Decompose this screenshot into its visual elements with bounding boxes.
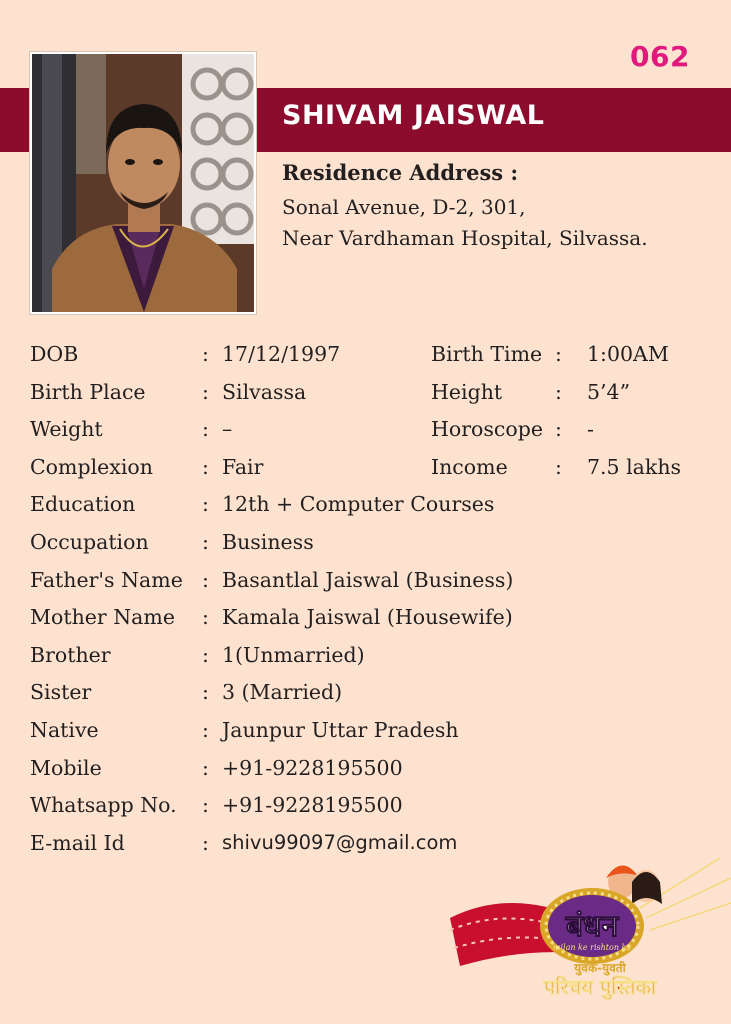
- detail-value: 3 (Married): [222, 680, 343, 705]
- detail-value: 1:00AM: [587, 342, 669, 366]
- detail-label: Mother Name: [30, 605, 175, 630]
- separator: :: [202, 605, 209, 630]
- detail-label: Native: [30, 717, 99, 742]
- detail-label: Whatsapp No.: [30, 793, 177, 818]
- detail-label: Height: [431, 379, 503, 404]
- separator: :: [202, 529, 209, 554]
- candidate-name: SHIVAM JAISWAL: [282, 100, 545, 131]
- separator: :: [202, 717, 209, 742]
- separator: :: [202, 342, 209, 366]
- address-line-2: Near Vardhaman Hospital, Silvassa.: [282, 226, 648, 250]
- detail-row-whatsapp: [30, 793, 700, 831]
- separator: :: [555, 379, 562, 404]
- card-number: 062: [630, 40, 690, 73]
- detail-value: –: [222, 417, 233, 442]
- logo-subtitle-top: युवक-युवती: [574, 961, 626, 975]
- separator: :: [202, 642, 209, 667]
- address-line-1: Sonal Avenue, D-2, 301,: [282, 195, 526, 219]
- email-link[interactable]: shivu99097@gmail.com: [222, 830, 458, 854]
- separator: :: [202, 680, 209, 705]
- logo-title: बंधन: [565, 909, 619, 944]
- separator: :: [202, 830, 209, 855]
- detail-row-sister: [30, 680, 700, 718]
- detail-row-complexion: [30, 455, 700, 493]
- detail-row-native: [30, 718, 700, 756]
- detail-label: Weight: [30, 417, 103, 442]
- detail-value: Fair: [222, 454, 264, 479]
- logo-subtitle-bottom: परिचय पुस्तिका: [543, 975, 657, 999]
- detail-value: Basantlal Jaiswal (Business): [222, 567, 514, 592]
- detail-value: 1(Unmarried): [222, 642, 365, 667]
- detail-label: E-mail Id: [30, 830, 125, 855]
- detail-value: Jaunpur Uttar Pradesh: [222, 717, 459, 742]
- detail-row-weight: [30, 417, 700, 455]
- detail-label: Occupation: [30, 529, 149, 554]
- separator: :: [202, 793, 209, 818]
- address-heading: Residence Address :: [282, 160, 519, 185]
- separator: :: [555, 417, 562, 442]
- detail-label: Father's Name: [30, 567, 183, 592]
- detail-value: 17/12/1997: [222, 342, 341, 366]
- details-table: [30, 342, 700, 868]
- detail-label: Birth Time: [431, 342, 543, 366]
- detail-label: Brother: [30, 642, 111, 667]
- detail-value: Business: [222, 529, 314, 554]
- detail-value: 7.5 lakhs: [587, 454, 682, 479]
- logo-tagline: milan ke rishton ka: [552, 943, 632, 952]
- separator: :: [555, 454, 562, 479]
- detail-value: +91-9228195500: [222, 793, 403, 818]
- detail-label: Complexion: [30, 454, 153, 479]
- detail-value: 5’4”: [587, 379, 631, 404]
- separator: :: [202, 454, 209, 479]
- detail-row-dob: [30, 342, 700, 380]
- detail-row-education: [30, 492, 700, 530]
- detail-row-mobile: [30, 756, 700, 794]
- detail-label: Horoscope: [431, 417, 543, 442]
- separator: :: [202, 755, 209, 780]
- detail-label: Birth Place: [30, 379, 146, 404]
- detail-value: Silvassa: [222, 379, 307, 404]
- detail-label: Income: [431, 454, 508, 479]
- detail-label: DOB: [30, 342, 79, 366]
- detail-row-father-name: [30, 568, 700, 606]
- detail-row-occupation: [30, 530, 700, 568]
- separator: :: [202, 492, 209, 517]
- separator: :: [202, 379, 209, 404]
- bandhan-logo: [450, 848, 731, 1024]
- separator: :: [202, 567, 209, 592]
- separator: :: [555, 342, 562, 366]
- detail-value: +91-9228195500: [222, 755, 403, 780]
- separator: :: [202, 417, 209, 442]
- detail-label: Education: [30, 492, 136, 517]
- detail-value: -: [587, 417, 594, 442]
- detail-row-birth-place: [30, 380, 700, 418]
- detail-label: Sister: [30, 680, 92, 705]
- profile-photo: [30, 52, 256, 314]
- detail-value: Kamala Jaiswal (Housewife): [222, 605, 513, 630]
- detail-value: 12th + Computer Courses: [222, 492, 495, 517]
- detail-row-brother: [30, 643, 700, 681]
- detail-row-mother-name: [30, 605, 700, 643]
- detail-label: Mobile: [30, 755, 102, 780]
